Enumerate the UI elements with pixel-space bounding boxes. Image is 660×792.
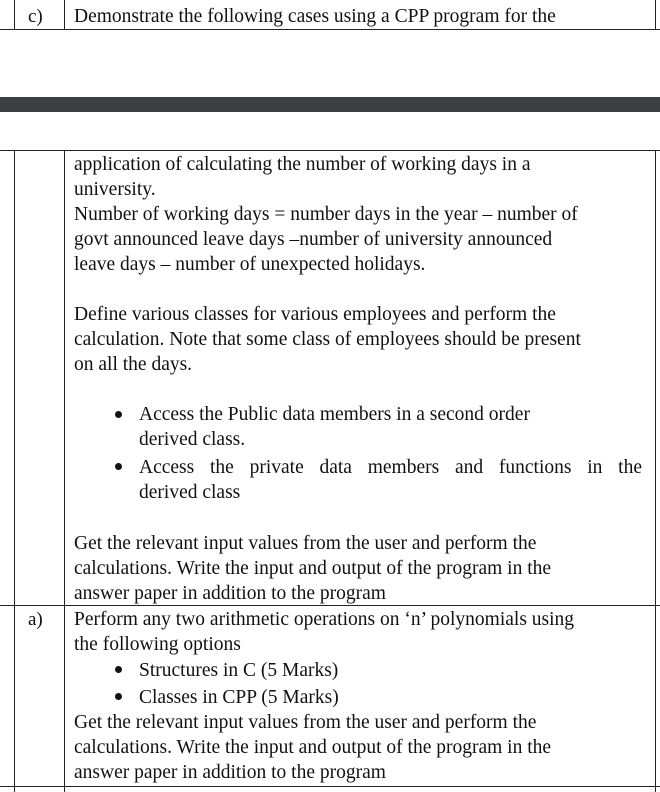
page-separator-bar: [0, 97, 660, 112]
text-line: Perform any two arithmetic operations on ‘n’ polynomials using: [74, 609, 575, 630]
text-line: application of calculating the number of working days in a: [74, 154, 531, 175]
table-border: [14, 0, 15, 30]
bullet-text: Structures in C (5 Marks): [139, 660, 339, 681]
text-line: calculations. Write the input and output of the program in the: [74, 737, 552, 758]
text-line: Define various classes for various employees and perform the: [74, 304, 556, 325]
text-line: calculations. Write the input and output of the program in the: [74, 558, 552, 579]
bullet-text: derived class: [139, 482, 241, 503]
text-line: calculation. Note that some class of employees should be present: [74, 329, 581, 350]
bullet-text: derived class.: [139, 429, 246, 450]
table-border: [655, 150, 656, 792]
text-line: answer paper in addition to the program: [74, 762, 386, 783]
text-line: govt announced leave days –number of university announced: [74, 229, 553, 250]
bullet-icon: [115, 463, 122, 470]
text-line: leave days – number of unexpected holidays.: [74, 254, 426, 275]
table-border: [64, 150, 65, 792]
text-line: on all the days.: [74, 354, 193, 375]
question-text: Demonstrate the following cases using a CPP program for the: [74, 6, 556, 27]
text-line: Get the relevant input values from the user and perform the: [74, 712, 537, 733]
table-border: [0, 150, 660, 151]
bullet-icon: [115, 666, 122, 673]
table-border: [0, 786, 660, 787]
bullet-text: Access the Public data members in a second order: [139, 404, 530, 425]
bullet-icon: [115, 411, 122, 418]
text-line: answer paper in addition to the program: [74, 583, 386, 604]
text-line: Number of working days = number days in the year – number of: [74, 204, 578, 225]
table-border: [64, 0, 65, 30]
text-line: Get the relevant input values from the user and perform the: [74, 533, 537, 554]
question-label: a): [28, 609, 43, 630]
table-border: [14, 150, 15, 792]
question-label: c): [28, 6, 43, 27]
bullet-text: Access the private data members and functions in the: [139, 457, 642, 478]
text-line: university.: [74, 179, 156, 200]
text-line: the following options: [74, 634, 241, 655]
bullet-text: Classes in CPP (5 Marks): [139, 687, 339, 708]
table-border: [655, 0, 656, 30]
table-border: [0, 29, 660, 30]
bullet-icon: [115, 693, 122, 700]
